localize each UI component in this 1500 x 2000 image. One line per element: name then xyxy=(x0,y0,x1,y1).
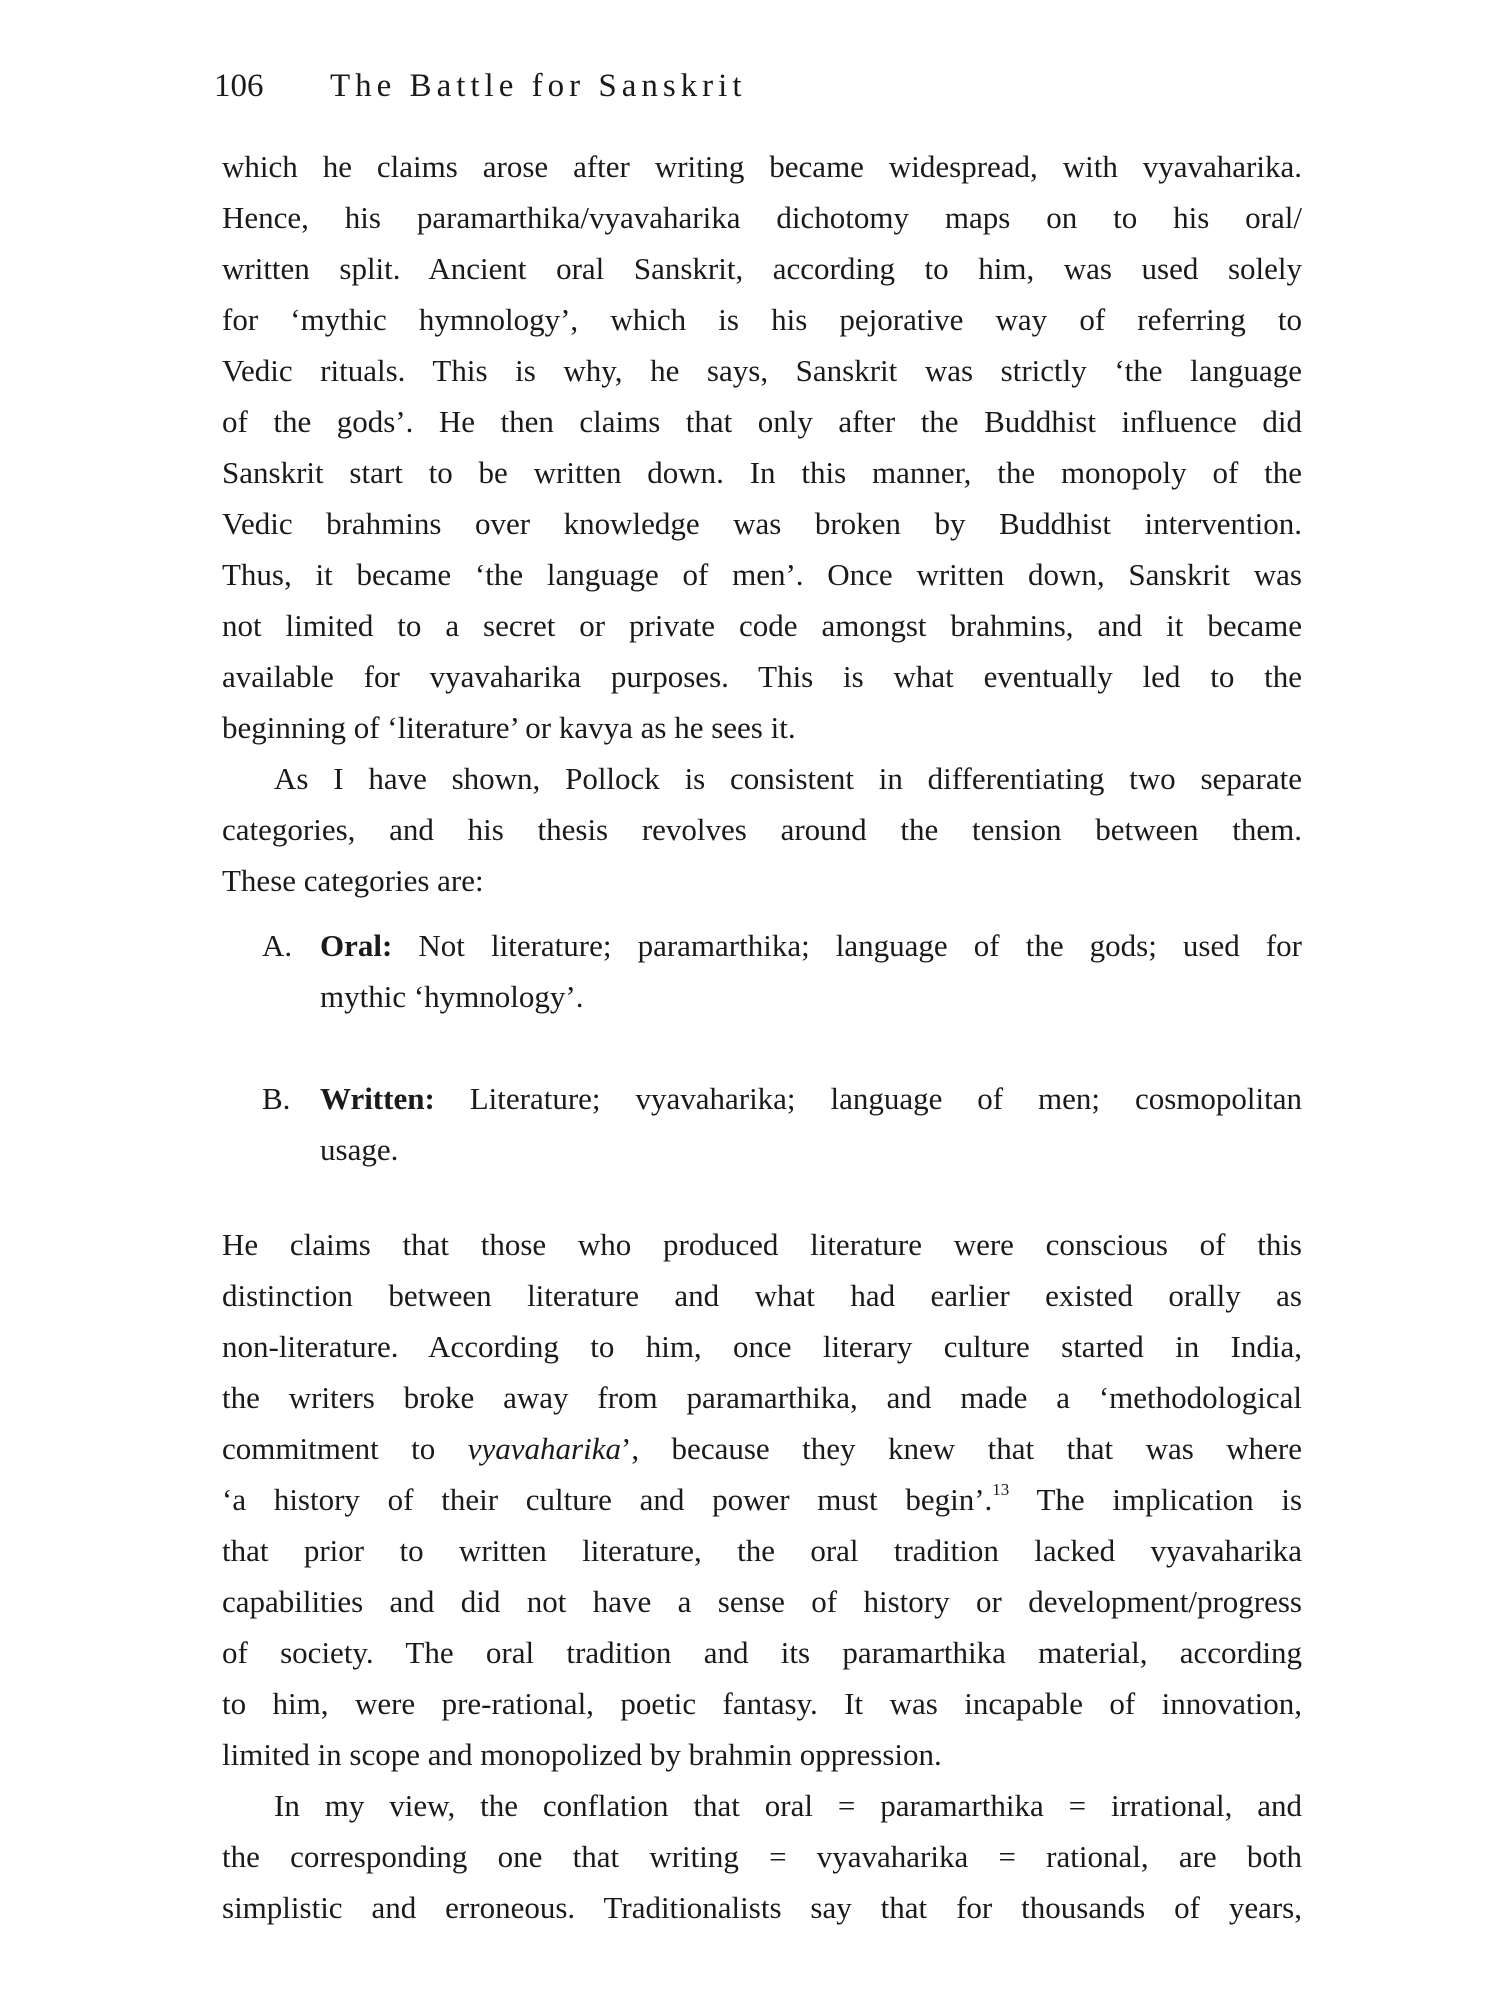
text-line: not limited to a secret or private code amongst brahmins, and it became xyxy=(222,608,1302,643)
text-line: for ‘mythic hymnology’, which is his pejorative way of referring to xyxy=(222,302,1302,337)
list-text: Not literature; paramarthika; language of the gods; used for xyxy=(392,928,1302,963)
text-line: Vedic brahmins over knowledge was broken by Buddhist intervention. xyxy=(222,506,1302,541)
list-line: mythic ‘hymnology’. xyxy=(320,979,584,1014)
text-line: available for vyavaharika purposes. This is what eventually led to the xyxy=(222,659,1302,694)
list-line xyxy=(320,1073,1302,1124)
text-line: the corresponding one that writing = vyavaharika = rational, are both xyxy=(222,1839,1302,1874)
text-span: ’, because they knew that that was where xyxy=(621,1431,1302,1466)
text-line: Thus, it became ‘the language of men’. Once written down, Sanskrit was xyxy=(222,557,1302,592)
text-line: the writers broke away from paramarthika, and made a ‘methodological xyxy=(222,1380,1302,1415)
text-line: Sanskrit start to be written down. In this manner, the monopoly of the xyxy=(222,455,1302,490)
text-line xyxy=(222,1474,1302,1525)
text-span: ‘a history of their culture and power must begin’. xyxy=(222,1482,993,1517)
list-item-written xyxy=(262,1073,1302,1175)
running-head xyxy=(214,64,747,108)
text-line: non-literature. According to him, once literary culture started in India, xyxy=(222,1329,1302,1364)
text-line: capabilities and did not have a sense of history or development/progress xyxy=(222,1584,1302,1619)
list-text: Literature; vyavaharika; language of men; cosmopolitan xyxy=(434,1081,1302,1116)
text-span: commitment to xyxy=(222,1431,468,1466)
text-line: of society. The oral tradition and its paramarthika material, according xyxy=(222,1635,1302,1670)
footnote-reference-13[interactable]: 13 xyxy=(992,1479,1010,1499)
page-number: 106 xyxy=(214,68,264,104)
text-line: distinction between literature and what had earlier existed orally as xyxy=(222,1278,1302,1313)
list-marker: A. xyxy=(262,928,293,963)
book-title: The Battle for Sanskrit xyxy=(330,68,747,104)
text-line: which he claims arose after writing became widespread, with vyavaharika. xyxy=(222,149,1302,184)
text-line: These categories are: xyxy=(222,863,484,898)
category-list xyxy=(262,920,1302,1175)
text-line xyxy=(222,1423,1302,1474)
text-line: limited in scope and monopolized by brahmin oppression. xyxy=(222,1737,942,1772)
text-line: written split. Ancient oral Sanskrit, according to him, was used solely xyxy=(222,251,1302,286)
italic-term: vyavaharika xyxy=(467,1431,621,1466)
list-term: Oral: xyxy=(320,928,393,963)
text-line: categories, and his thesis revolves around the tension between them. xyxy=(222,812,1302,847)
list-term: Written: xyxy=(320,1081,435,1116)
list-item-oral xyxy=(262,920,1302,1022)
paragraph-block-1 xyxy=(222,141,1302,906)
text-line: As I have shown, Pollock is consistent in differentiating two separate xyxy=(274,761,1302,796)
paragraph-block-2 xyxy=(222,1219,1302,1933)
text-line: Hence, his paramarthika/vyavaharika dichotomy maps on to his oral/ xyxy=(222,200,1302,235)
text-line: to him, were pre-rational, poetic fantasy. It was incapable of innovation, xyxy=(222,1686,1302,1721)
text-line: simplistic and erroneous. Traditionalists say that for thousands of years, xyxy=(222,1890,1302,1925)
text-line: that prior to written literature, the oral tradition lacked vyavaharika xyxy=(222,1533,1302,1568)
text-line: He claims that those who produced literature were conscious of this xyxy=(222,1227,1302,1262)
list-marker: B. xyxy=(262,1081,291,1116)
text-line: Vedic rituals. This is why, he says, Sanskrit was strictly ‘the language xyxy=(222,353,1302,388)
list-line xyxy=(320,920,1302,971)
text-line: of the gods’. He then claims that only after the Buddhist influence did xyxy=(222,404,1302,439)
text-line: beginning of ‘literature’ or kavya as he sees it. xyxy=(222,710,796,745)
text-line: In my view, the conflation that oral = paramarthika = irrational, and xyxy=(274,1788,1302,1823)
text-span: The implication is xyxy=(1009,1482,1303,1517)
list-line: usage. xyxy=(320,1132,399,1167)
